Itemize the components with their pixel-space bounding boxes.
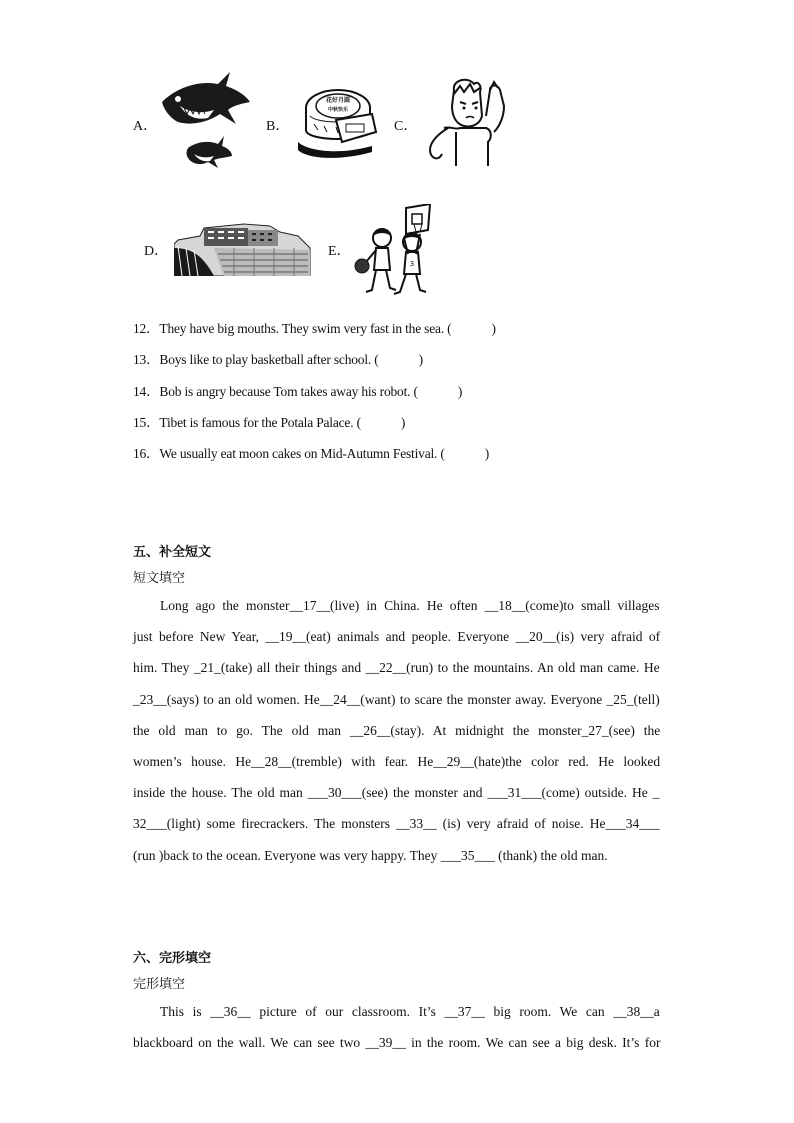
option-e-label: E． <box>328 244 351 259</box>
moon-cake-picture <box>296 80 380 164</box>
basketball-boys-picture <box>354 204 434 298</box>
cloze-line-1 <box>160 1004 660 1020</box>
question-number: 14． <box>133 384 160 399</box>
answer-paren-close: ) <box>484 446 489 461</box>
passage-line-8 <box>133 816 660 832</box>
cake-text-2: 中秋快乐 <box>327 107 349 113</box>
question-13 <box>133 348 423 368</box>
angry-boy-picture <box>424 76 510 168</box>
option-a-label: A． <box>133 119 158 134</box>
passage-text: Long ago the monster__17__(live) in China. He often __18__(come)to small villages <box>160 598 660 613</box>
question-15 <box>133 411 405 431</box>
question-16 <box>133 442 489 462</box>
option-b-label: B． <box>266 119 290 134</box>
passage-line-4 <box>133 692 660 708</box>
answer-paren-close: ) <box>457 384 463 399</box>
cloze-text: blackboard on the wall. We can see two __39__ in the room. We can see a big desk. It’s for <box>133 1035 661 1050</box>
answer-paren-close: ) <box>418 352 423 367</box>
passage-line-6 <box>133 754 660 770</box>
section-5-title: 五、补全短文 <box>133 545 212 560</box>
cloze-text: This is __36__ picture of our classroom. It’s __37__ big room. We can __38__a <box>160 1004 660 1019</box>
passage-line-9 <box>133 848 660 864</box>
passage-line-5 <box>133 723 660 739</box>
passage-text: him. They _21_(take) all their things and __22__(run) to the mountains. An old man came. He <box>133 660 660 675</box>
shark-picture <box>158 66 252 178</box>
question-14 <box>133 380 462 400</box>
cake-text-1: 花好月圆 <box>325 97 351 104</box>
question-text: We usually eat moon cakes on Mid-Autumn Festival. ( <box>159 446 445 461</box>
section-6-subtitle: 完形填空 <box>133 977 186 992</box>
passage-text: _23__(says) to an old women. He__24__(want) to scare the monster away. Everyone _25_(tell) <box>133 692 660 707</box>
question-12 <box>133 317 496 337</box>
question-number: 12． <box>133 321 160 336</box>
passage-line-7 <box>133 785 660 801</box>
potala-palace-picture <box>174 218 312 276</box>
answer-paren-close: ) <box>400 415 406 430</box>
question-text: Boys like to play basketball after school. ( <box>159 352 379 367</box>
answer-paren-close: ) <box>491 321 496 336</box>
passage-text: women’s house. He__28__(tremble) with fear. He__29__(hate)the color red. He looked <box>133 754 661 769</box>
option-d-label: D． <box>144 244 169 259</box>
section-6-title: 六、完形填空 <box>133 951 212 966</box>
option-c-label: C． <box>394 119 418 134</box>
passage-text: 32___(light) some firecrackers. The monsters __33__ (is) very afraid of noise. He___34___ <box>133 816 660 831</box>
passage-text: the old man to go. The old man __26__(stay). At midnight the monster_27_(see) the <box>133 723 661 738</box>
question-text: Tibet is famous for the Potala Palace. ( <box>159 415 361 430</box>
question-number: 16． <box>133 446 160 461</box>
svg-text:3: 3 <box>409 260 415 268</box>
question-text: They have big mouths. They swim very fast in the sea. ( <box>159 321 452 336</box>
passage-text: (run )back to the ocean. Everyone was very happy. They ___35___ (thank) the old man. <box>133 848 608 863</box>
question-number: 13． <box>133 352 160 367</box>
section-5-subtitle: 短文填空 <box>133 571 186 586</box>
passage-text: inside the house. The old man ___30___(see) the monster and ___31___(come) outside. He _ <box>133 785 660 800</box>
passage-line-1 <box>160 598 660 614</box>
question-number: 15． <box>133 415 160 430</box>
cloze-line-2 <box>133 1035 660 1051</box>
passage-text: just before New Year, __19__(eat) animals and people. Everyone __20__(is) very afraid of <box>133 629 661 644</box>
passage-line-2 <box>133 629 660 645</box>
question-text: Bob is angry because Tom takes away his robot. ( <box>159 384 418 399</box>
passage-line-3 <box>133 660 660 676</box>
